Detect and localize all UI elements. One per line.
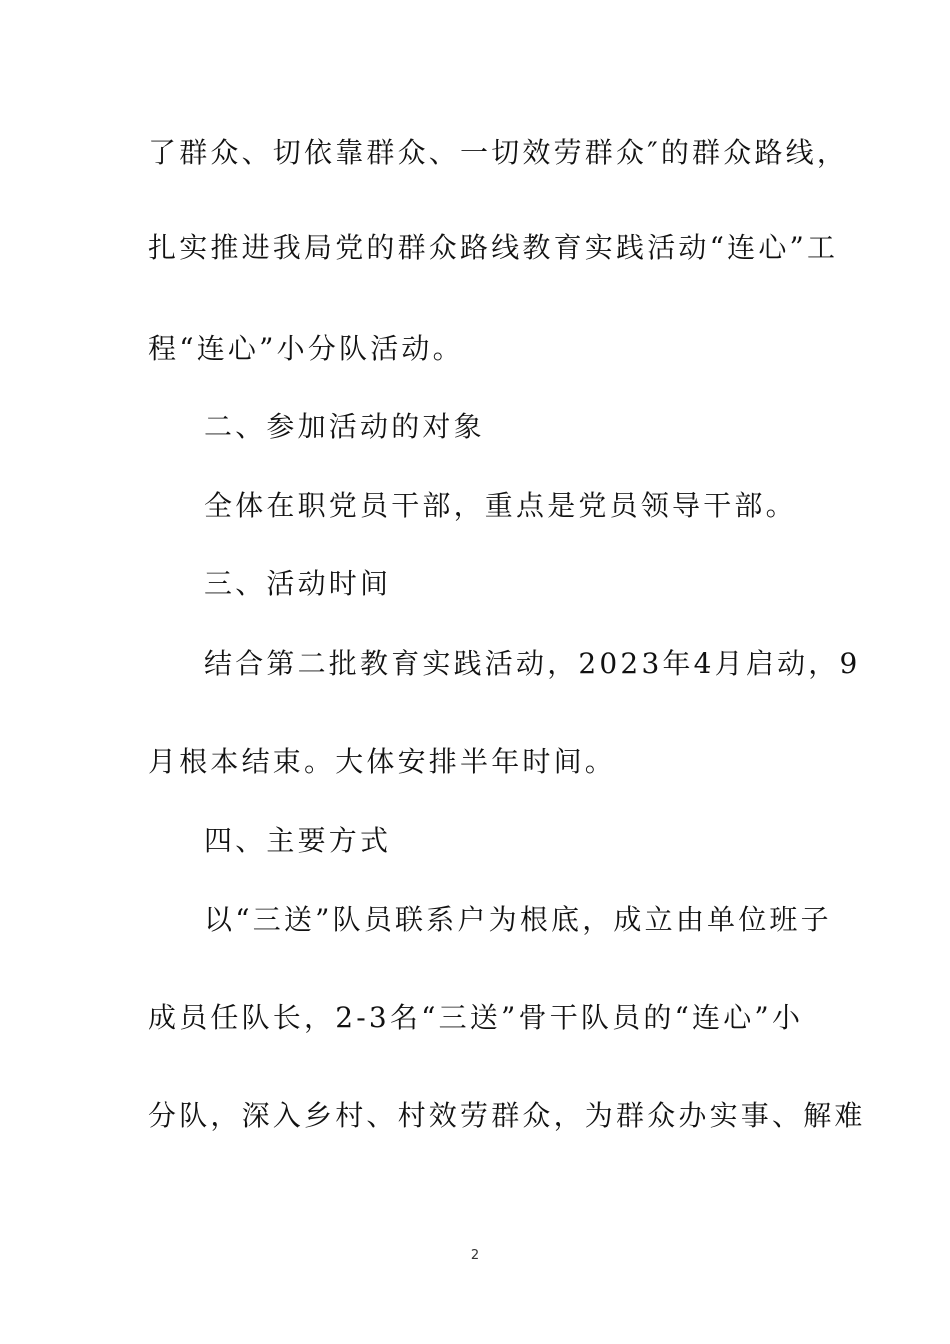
- page-number: 2: [470, 1248, 480, 1263]
- body-text-line: 结合第二批教育实践活动，2023年4月启动，9: [204, 647, 861, 680]
- body-text-line: 了群众、切依靠群众、一切效劳群众″的群众路线，: [148, 136, 849, 169]
- body-text-line: 扎实推进我局党的群众路线教育实践活动“连心”工: [148, 231, 839, 264]
- body-text-line: 全体在职党员干部，重点是党员领导干部。: [204, 489, 797, 522]
- body-text-line: 以“三送”队员联系户为根底，成立由单位班子: [204, 903, 832, 936]
- section-heading: 四、主要方式: [204, 824, 392, 857]
- section-heading: 三、活动时间: [204, 567, 392, 600]
- body-text-line: 成员任队长，2-3名“三送”骨干队员的“连心”小: [148, 1001, 804, 1034]
- section-heading: 二、参加活动的对象: [204, 410, 485, 443]
- body-text-line: 程“连心”小分队活动。: [148, 332, 464, 365]
- body-text-line: 分队，深入乡村、村效劳群众，为群众办实事、解难: [148, 1099, 866, 1132]
- body-text-line: 月根本结束。大体安排半年时间。: [148, 745, 617, 778]
